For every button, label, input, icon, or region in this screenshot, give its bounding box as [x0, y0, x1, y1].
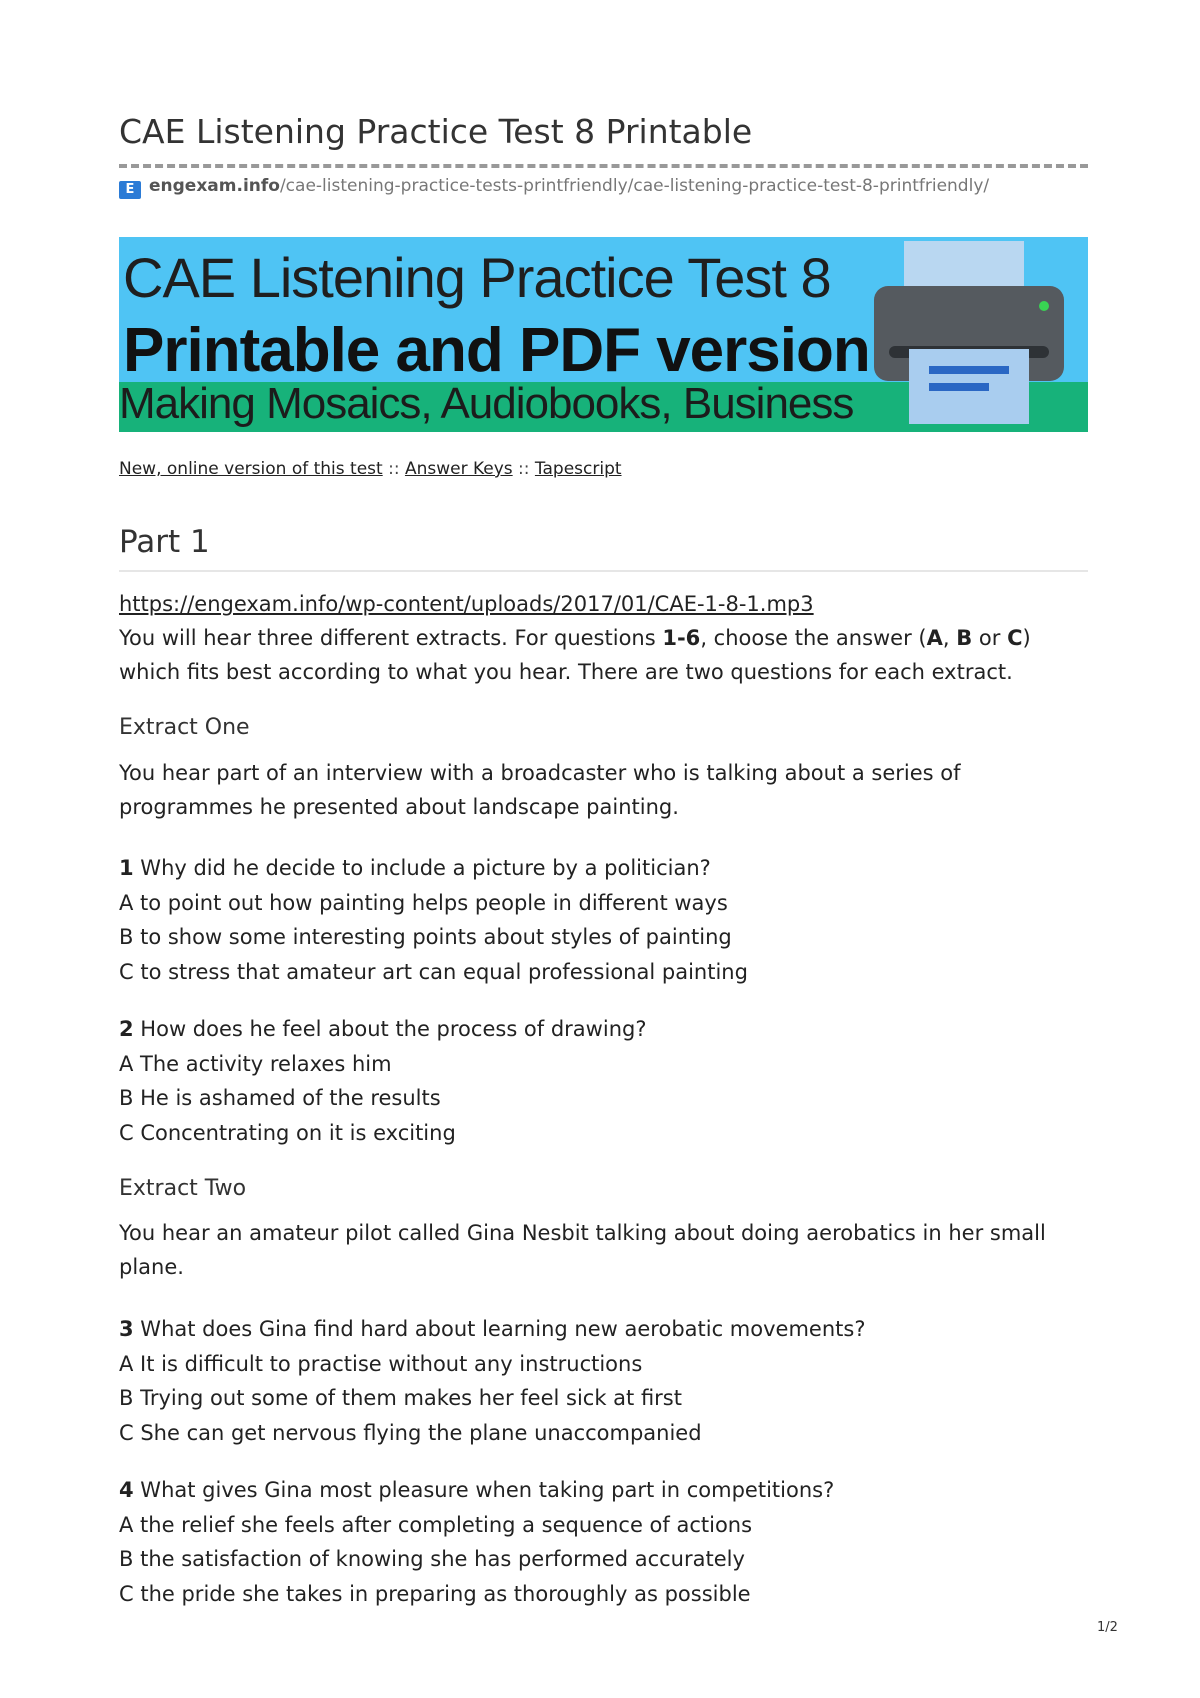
nav-links	[119, 459, 622, 479]
link-separator: ::	[382, 459, 405, 479]
instructions-text: or	[972, 626, 1008, 650]
answer-option: B Trying out some of them makes her feel sick at first	[119, 1386, 682, 1410]
answer-option: C Concentrating on it is exciting	[119, 1120, 456, 1145]
question-text: How does he feel about the process of drawing?	[133, 1017, 647, 1041]
question-stem	[119, 851, 1088, 886]
audio-link[interactable]: https://engexam.info/wp-content/uploads/2017/01/CAE-1-8-1.mp3	[119, 592, 814, 616]
question-number: 1	[119, 856, 134, 880]
option-letter: A	[926, 626, 943, 650]
question-block	[119, 851, 1088, 989]
question-text: Why did he decide to include a picture by a politician?	[133, 856, 711, 880]
answer-option: B He is ashamed of the results	[119, 1086, 441, 1110]
printer-icon	[874, 241, 1084, 431]
page-title: CAE Listening Practice Test 8 Printable	[119, 112, 753, 151]
banner-line-1: CAE Listening Practice Test 8	[123, 246, 831, 309]
question-text: What does Gina find hard about learning new aerobatic movements?	[133, 1317, 866, 1341]
answer-option: A to point out how painting helps people in different ways	[119, 890, 728, 915]
source-line	[119, 176, 989, 199]
question-stem	[119, 1473, 1088, 1508]
source-logo-icon: E	[119, 181, 141, 199]
question-stem	[119, 1012, 1088, 1047]
question-block	[119, 1473, 1088, 1611]
instructions-text: You will hear three different extracts. For questions	[119, 626, 663, 650]
extract-intro: You hear an amateur pilot called Gina Nesbit talking about doing aerobatics in her small plane.	[119, 1221, 1046, 1279]
question-block	[119, 1012, 1088, 1150]
tapescript-link[interactable]: Tapescript	[534, 459, 622, 479]
question-number: 3	[119, 1317, 134, 1341]
instructions-text: , choose the answer (	[700, 626, 927, 650]
online-version-link[interactable]: New, online version of this test	[119, 459, 383, 479]
question-number: 4	[119, 1478, 134, 1502]
answer-option: C to stress that amateur art can equal professional painting	[119, 959, 748, 984]
option-letter: B	[956, 626, 973, 650]
instructions-text: ) which fits best according to what you hear. There are two questions for each extract.	[119, 626, 1031, 684]
source-domain[interactable]: engexam.info	[149, 176, 280, 196]
option-letter: C	[1007, 626, 1023, 650]
answer-option: A It is difficult to practise without any instructions	[119, 1351, 643, 1376]
part-divider	[119, 570, 1088, 572]
extract-title: Extract Two	[119, 1176, 247, 1201]
extract-intro: You hear part of an interview with a broadcaster who is talking about a series of programmes he presented about landscape painting.	[119, 761, 961, 819]
page-number: 1/2	[1097, 1620, 1118, 1635]
banner-line-2: Printable and PDF version	[123, 316, 870, 385]
question-number: 2	[119, 1017, 134, 1041]
source-path[interactable]: /cae-listening-practice-tests-printfriendly/cae-listening-practice-test-8-printfriendly/	[279, 176, 990, 196]
extract-title: Extract One	[119, 715, 250, 740]
instructions-block	[119, 587, 1088, 689]
answer-option: C She can get nervous flying the plane unaccompanied	[119, 1420, 702, 1445]
answer-keys-link[interactable]: Answer Keys	[404, 459, 513, 479]
question-block	[119, 1312, 1088, 1450]
question-range: 1-6	[662, 626, 701, 650]
answer-option: C the pride she takes in preparing as thoroughly as possible	[119, 1581, 751, 1606]
answer-option: A the relief she feels after completing a sequence of actions	[119, 1512, 753, 1537]
banner-image	[119, 237, 1088, 432]
part-heading: Part 1	[119, 524, 210, 560]
answer-option: A The activity relaxes him	[119, 1051, 392, 1076]
answer-option: B to show some interesting points about styles of painting	[119, 925, 732, 949]
answer-option: B the satisfaction of knowing she has performed accurately	[119, 1547, 745, 1571]
instructions-text: ,	[942, 626, 957, 650]
title-divider	[119, 164, 1088, 168]
question-text: What gives Gina most pleasure when taking part in competitions?	[133, 1478, 835, 1502]
link-separator: ::	[512, 459, 535, 479]
banner-line-3: Making Mosaics, Audiobooks, Business	[119, 379, 854, 428]
question-stem	[119, 1312, 1088, 1347]
